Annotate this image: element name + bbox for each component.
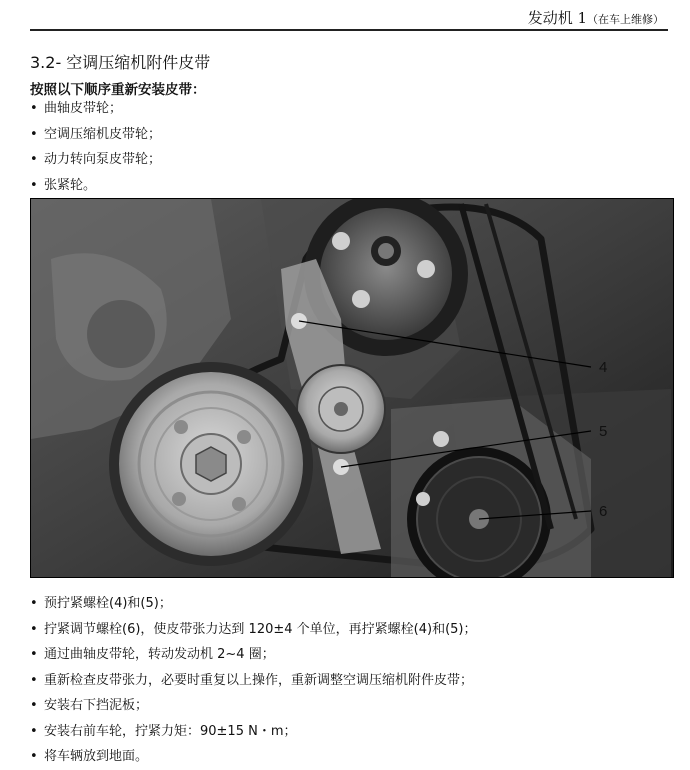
- callout-label-6: 6: [599, 503, 608, 520]
- list-item: • 安装右前车轮，拧紧力矩：90±15 N・m；: [30, 723, 297, 739]
- header-rule: [30, 29, 668, 31]
- list-item: • 动力转向泵皮带轮；: [30, 152, 162, 167]
- list-item: • 拧紧调节螺栓(6)，使皮带张力达到 120±4 个单位，再拧紧螺栓(4)和(5)；: [30, 621, 477, 637]
- list-item-text: 通过曲轴皮带轮，转动发动机 2~4 圈；: [44, 647, 275, 662]
- list-item-text: 安装右下挡泥板；: [44, 698, 149, 713]
- instruction-text: 按照以下顺序重新安装皮带：: [30, 82, 206, 98]
- steps-list: [30, 591, 477, 770]
- engine-belt-photo: [30, 198, 674, 578]
- list-item: • 通过曲轴皮带轮，转动发动机 2~4 圈；: [30, 647, 275, 662]
- list-item: • 重新检查皮带张力，必要时重复以上操作，重新调整空调压缩机附件皮带；: [30, 672, 474, 688]
- list-item-text: 重新检查皮带张力，必要时重复以上操作，重新调整空调压缩机附件皮带；: [44, 672, 474, 688]
- list-item-text: 将车辆放到地面。: [44, 749, 149, 764]
- list-item: • 安装右下挡泥板；: [30, 698, 149, 713]
- callout-label-4: 4: [599, 359, 608, 376]
- list-item: • 预拧紧螺栓(4)和(5)；: [30, 596, 172, 611]
- install-order-list: [30, 96, 161, 198]
- list-item: • 张紧轮。: [30, 177, 97, 193]
- list-item-text: 曲轴皮带轮；: [44, 101, 123, 116]
- list-item-text: 动力转向泵皮带轮；: [44, 152, 162, 167]
- section-title: 3.2- 空调压缩机附件皮带: [30, 53, 211, 72]
- list-item-text: 空调压缩机皮带轮；: [44, 126, 162, 142]
- page-header: [528, 7, 664, 28]
- list-item-text: 张紧轮。: [44, 177, 97, 193]
- list-item: • 空调压缩机皮带轮；: [30, 126, 162, 142]
- list-item: • 曲轴皮带轮；: [30, 101, 123, 116]
- callout-label-5: 5: [599, 423, 608, 440]
- list-item-text: 拧紧调节螺栓(6)，使皮带张力达到 120±4 个单位，再拧紧螺栓(4)和(5)；: [44, 621, 477, 637]
- header-subtitle: （在车上维修）: [587, 13, 664, 26]
- list-item: • 将车辆放到地面。: [30, 749, 149, 764]
- list-item-text: 安装右前车轮，拧紧力矩：90±15 N・m；: [44, 723, 297, 739]
- header-title: 发动机 1: [527, 9, 587, 27]
- list-item-text: 预拧紧螺栓(4)和(5)；: [44, 596, 172, 611]
